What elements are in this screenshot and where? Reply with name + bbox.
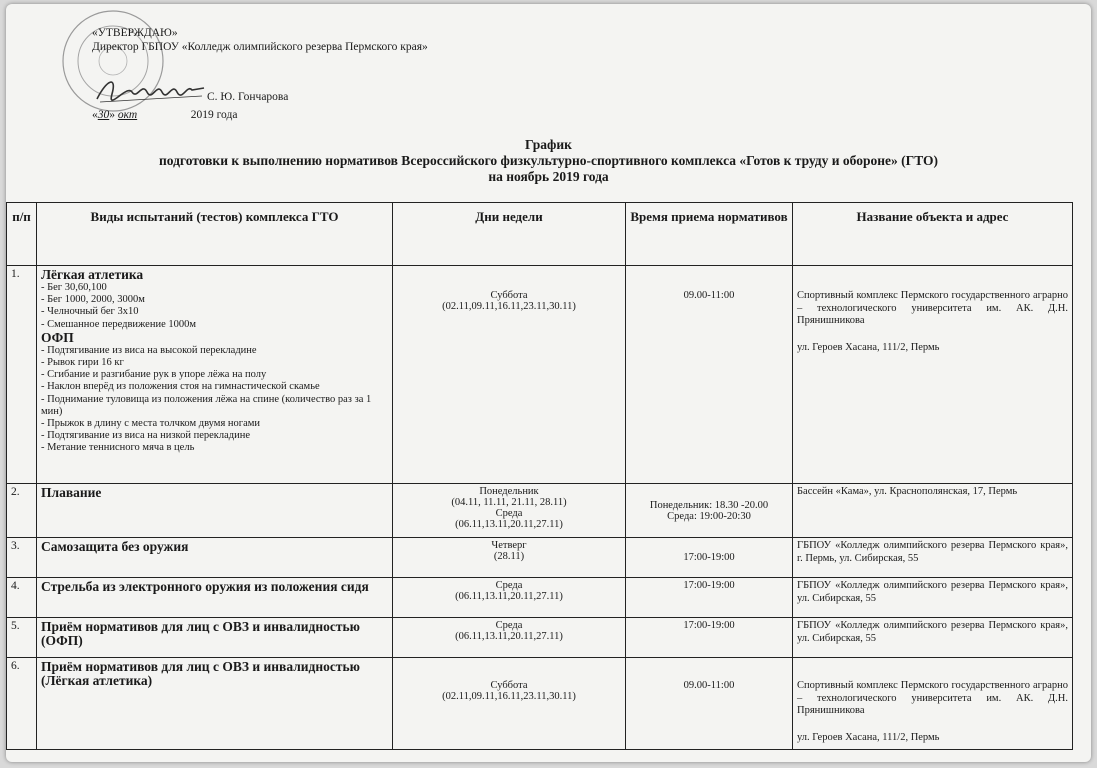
date-year: 2019 года (190, 109, 238, 121)
schedule-table (6, 202, 1073, 750)
row-time: 17:00-19:00 (626, 618, 793, 658)
handwritten-signature (92, 74, 207, 104)
header-time: Время приема нормативов (626, 203, 793, 266)
table-row (7, 658, 1073, 750)
test-title: Приём нормативов для лиц с ОВЗ и инвалидностью (Лёгкая атлетика) (41, 659, 360, 688)
row-number: 2. (7, 484, 37, 538)
row-time: 17:00-19:00 (626, 578, 793, 618)
test-title: Приём нормативов для лиц с ОВЗ и инвалидностью (ОФП) (41, 619, 360, 648)
row-place: ГБПОУ «Колледж олимпийского резерва Пермского края», ул. Сибирская, 55 (793, 578, 1073, 618)
row-test (37, 578, 393, 618)
row-place: ГБПОУ «Колледж олимпийского резерва Пермского края», г. Пермь, ул. Сибирская, 55 (793, 538, 1073, 578)
header-test: Виды испытаний (тестов) комплекса ГТО (37, 203, 393, 266)
row-days: Понедельник (04.11, 11.11, 21.11, 28.11) Среда (06.11,13.11,20.11,27.11) (393, 484, 626, 538)
row-time: 17:00-19:00 (626, 538, 793, 578)
table-row (7, 484, 1073, 538)
row-days: Суббота (02.11,09.11,16.11,23.11,30.11) (393, 266, 626, 484)
table-row (7, 618, 1073, 658)
signer-name: С. Ю. Гончарова (207, 91, 289, 103)
table-row (7, 266, 1073, 484)
row-time: Понедельник: 18.30 -20.00 Среда: 19:00-20:30 (626, 484, 793, 538)
header-days: Дни недели (393, 203, 626, 266)
table-row (7, 538, 1073, 578)
test-title: Самозащита без оружия (41, 539, 189, 554)
date-month: окт (117, 109, 138, 121)
row-time: 09.00-11:00 (626, 658, 793, 750)
document-period: на ноябрь 2019 года (488, 169, 609, 184)
signature-line (92, 74, 428, 104)
row-test: Лёгкая атлетика - Бег 30,60,100 - Бег 1000, 2000, 3000м - Челночный бег 3х10 - Смешанное передвижение 1000м ОФП - Подтягивание из виса на высокой перекладине - Рывок гири 16 кг - Сгибание и разгибание рук в упоре лёжа на полу - Наклон вперёд из положения стоя на гимнастической скамье - Поднимание туловища из положения лёжа на спине (количество раз за 1 мин) - Прыжок в длину с места толчком двумя ногами - Подтягивание из виса на низкой перекладине - Метание теннисного мяча в цель (37, 266, 393, 484)
row-days: Среда (06.11,13.11,20.11,27.11) (393, 618, 626, 658)
date-day: 30 (97, 109, 110, 121)
table-row (7, 578, 1073, 618)
row-number: 5. (7, 618, 37, 658)
test-title: Плавание (41, 485, 102, 500)
row-test (37, 658, 393, 750)
row-time: 09.00-11:00 (626, 266, 793, 484)
table-header-row (7, 203, 1073, 266)
document-heading (6, 137, 1091, 185)
row-number: 4. (7, 578, 37, 618)
approval-date: «30» окт 2019 года (92, 109, 238, 121)
row-place: ГБПОУ «Колледж олимпийского резерва Пермского края», ул. Сибирская, 55 (793, 618, 1073, 658)
test-title: Лёгкая атлетика (41, 267, 144, 282)
row-days: Четверг (28.11) (393, 538, 626, 578)
header-place: Название объекта и адрес (793, 203, 1073, 266)
row-number: 3. (7, 538, 37, 578)
approval-position: Директор ГБПОУ «Колледж олимпийского резерва Пермского края» (92, 41, 428, 53)
approval-header: «УТВЕРЖДАЮ» (92, 27, 178, 39)
document-subtitle: подготовки к выполнению нормативов Всероссийского физкультурно-спортивного комплекса «Готов к труду и обороне» (ГТО) (158, 153, 939, 168)
test-title: Стрельба из электронного оружия из положения сидя (41, 579, 369, 594)
row-number: 6. (7, 658, 37, 750)
row-test (37, 538, 393, 578)
row-days: Суббота (02.11,09.11,16.11,23.11,30.11) (393, 658, 626, 750)
test-title: ОФП (41, 329, 74, 345)
document-page (6, 4, 1091, 762)
row-test (37, 618, 393, 658)
header-num: п/п (7, 203, 37, 266)
row-place: Спортивный комплекс Пермского государственного аграрно – технологического университета им. АК. Д.Н. Прянишникова ул. Героев Хасана, 111/2, Пермь (793, 266, 1073, 484)
row-place: Спортивный комплекс Пермского государственного аграрно – технологического университета им. АК. Д.Н. Прянишникова ул. Героев Хасана, 111/2, Пермь (793, 658, 1073, 750)
row-place: Бассейн «Кама», ул. Краснополянская, 17, Пермь (793, 484, 1073, 538)
row-days: Среда (06.11,13.11,20.11,27.11) (393, 578, 626, 618)
document-title: График (525, 137, 572, 152)
approval-block (92, 26, 428, 122)
row-number: 1. (7, 266, 37, 484)
row-test (37, 484, 393, 538)
